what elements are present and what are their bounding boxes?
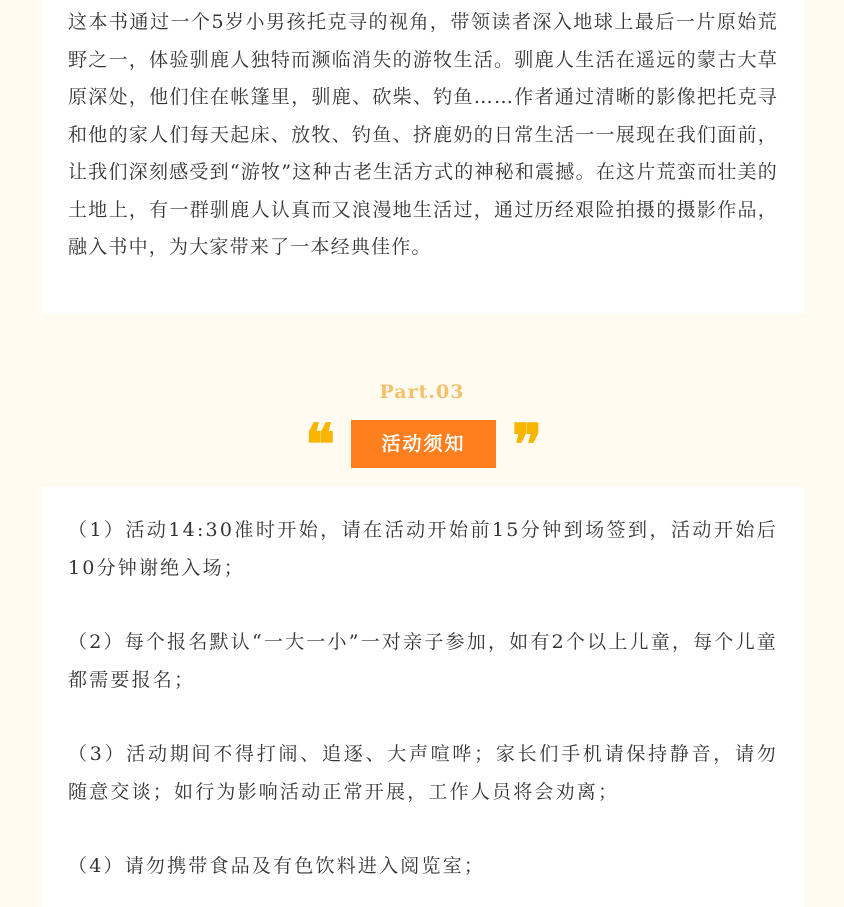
close-quote-icon: ❞ — [512, 412, 543, 478]
rule-item: （2）每个报名默认“一大一小”一对亲子参加，如有2个以上儿童，每个儿童都需要报名； — [68, 631, 778, 691]
intro-paragraph: 这本书通过一个5岁小男孩托克寻的视角，带领读者深入地球上最后一片原始荒野之一，体验驯鹿人独特而濒临消失的游牧生活。驯鹿人生活在遥远的蒙古大草原深处，他们住在帐篷里，驯鹿、砍柴、钓鱼……作者通过清晰的影像把托克寻和他的家人们每天起床、放牧、钓鱼、挤鹿奶的日常生活一一展现在我们面前，让我们深刻感受到“游牧”这种古老生活方式的神秘和震撼。在这片荒蛮而壮美的土地上，有一群驯鹿人认真而又浪漫地生活过，通过历经艰险拍摄的摄影作品，融入书中，为大家带来了一本经典佳作。 — [68, 11, 778, 258]
section-header — [0, 376, 844, 476]
rule-item: （3）活动期间不得打闹、追逐、大声喧哗；家长们手机请保持静音，请勿随意交谈；如行为影响活动正常开展，工作人员将会劝离； — [68, 743, 778, 803]
part-label: Part.03 — [379, 381, 465, 403]
rule-item: （4）请勿携带食品及有色饮料进入阅览室； — [68, 855, 486, 877]
intro-card — [42, 0, 804, 314]
open-quote-icon: ❝ — [305, 412, 336, 478]
rule-item: （1）活动14:30准时开始，请在活动开始前15分钟到场签到，活动开始后10分钟谢绝入场； — [68, 519, 778, 579]
section-title: 活动须知 — [351, 420, 496, 468]
rules-card — [42, 487, 804, 907]
